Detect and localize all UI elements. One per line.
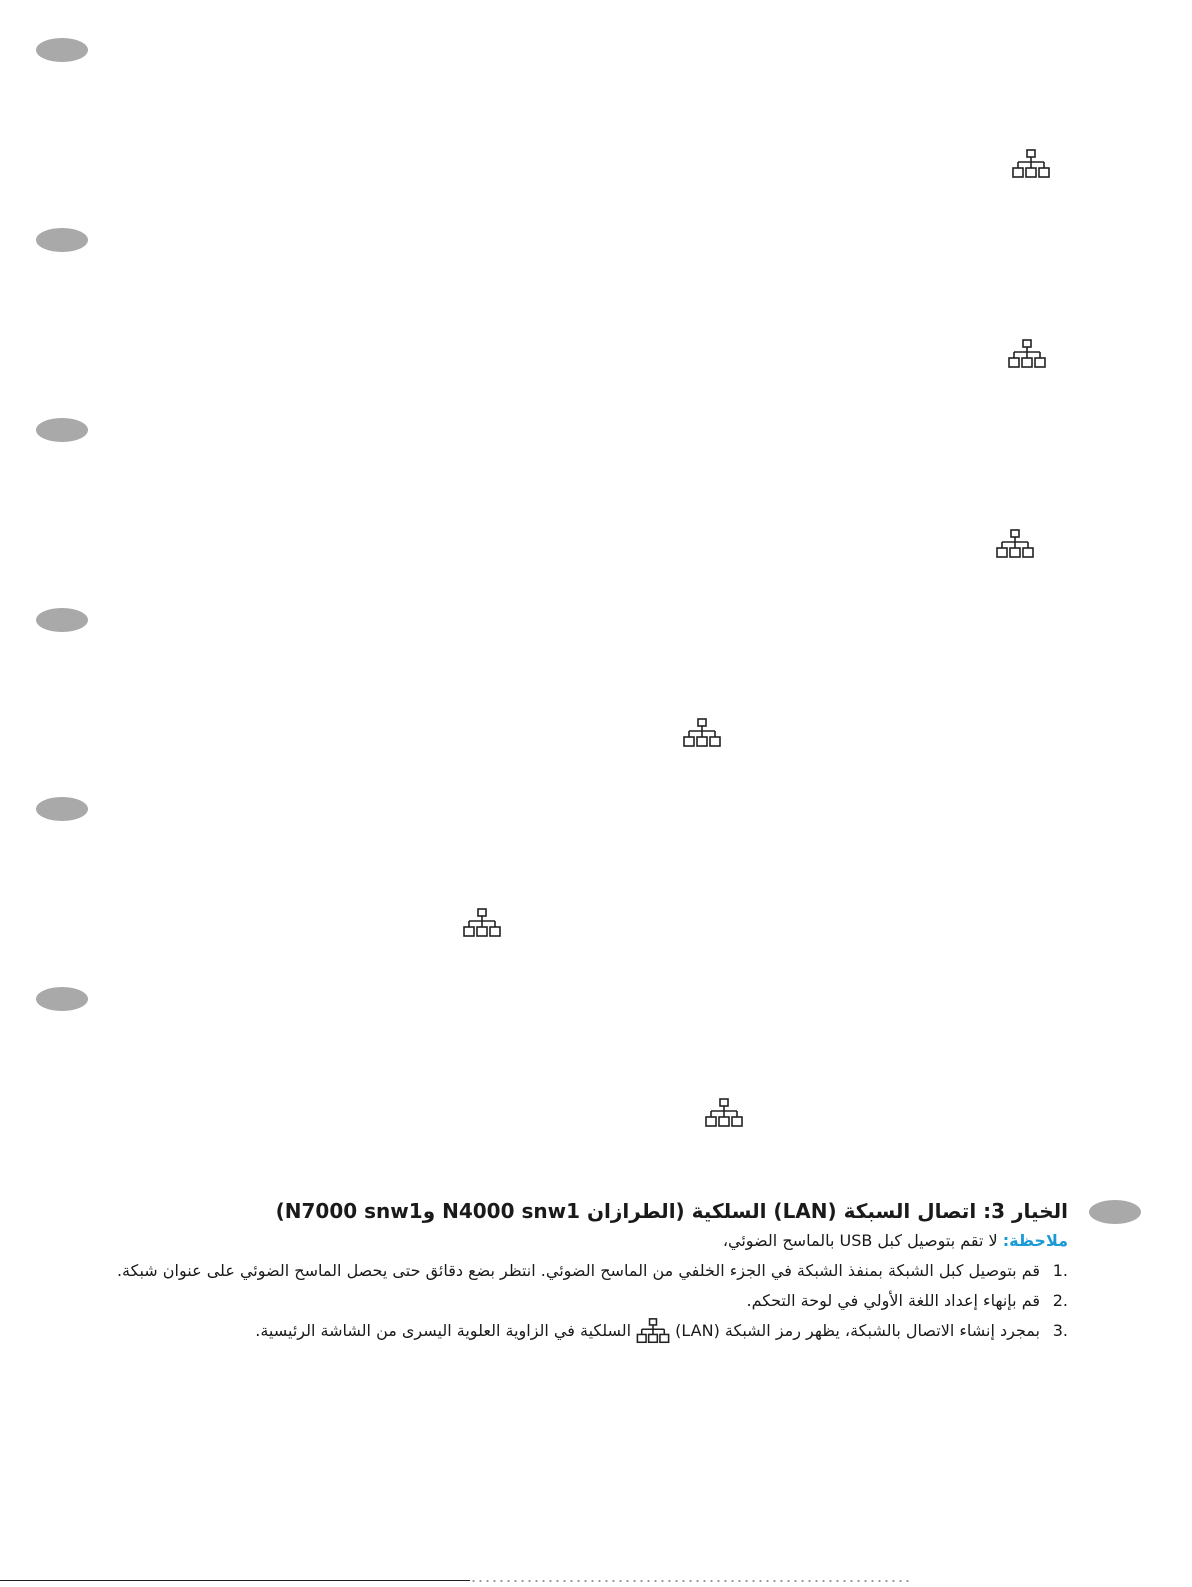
network-lan-icon: [683, 718, 721, 748]
step-text-before: بمجرد إنشاء الاتصال بالشبكة، يظهر رمز الشبكة (LAN): [675, 1321, 1040, 1340]
network-lan-icon: [996, 529, 1034, 559]
step-number: .2: [1052, 1291, 1068, 1310]
list-item: [48, 1316, 1068, 1346]
section-marker-oval: [1089, 1200, 1141, 1224]
network-lan-icon: [635, 1318, 671, 1344]
note-line: [48, 1226, 1068, 1256]
note-text: لا تقم بتوصيل كبل USB بالماسح الضوئي،: [722, 1231, 1003, 1250]
step-text-after: السلكية في الزاوية العلوية اليسرى من الشاشة الرئيسية.: [255, 1321, 632, 1340]
note-label: ملاحظة:: [1002, 1231, 1068, 1250]
step-marker-oval: [36, 987, 88, 1011]
step-number: .1: [1052, 1261, 1068, 1280]
footer-cutoff-text: [470, 1578, 910, 1586]
network-lan-icon: [1008, 339, 1046, 369]
steps-list: [48, 1256, 1068, 1346]
step-marker-oval: [36, 228, 88, 252]
list-item: [48, 1256, 1068, 1286]
network-lan-icon: [705, 1098, 743, 1128]
list-item: [48, 1286, 1068, 1316]
section-title: الخيار 3: اتصال السبكة (LAN) السلكية (الطرازان N4000 snw1 وN7000 snw1): [275, 1199, 1068, 1223]
step-marker-oval: [36, 418, 88, 442]
option-3-section: [48, 1196, 1068, 1346]
step-marker-oval: [36, 38, 88, 62]
footer-rule: [0, 1580, 470, 1581]
network-lan-icon: [463, 908, 501, 938]
step-text: قم بتوصيل كبل الشبكة بمنفذ الشبكة في الجزء الخلفي من الماسح الضوئي. انتظر بضع دقائق حتى يحصل الماسح الضوئي على عنوان شبكة.: [116, 1261, 1040, 1280]
step-number: .3: [1052, 1321, 1068, 1340]
step-text: قم بإنهاء إعداد اللغة الأولي في لوحة التحكم.: [746, 1291, 1040, 1310]
step-marker-oval: [36, 797, 88, 821]
step-marker-oval: [36, 608, 88, 632]
network-lan-icon: [1012, 149, 1050, 179]
